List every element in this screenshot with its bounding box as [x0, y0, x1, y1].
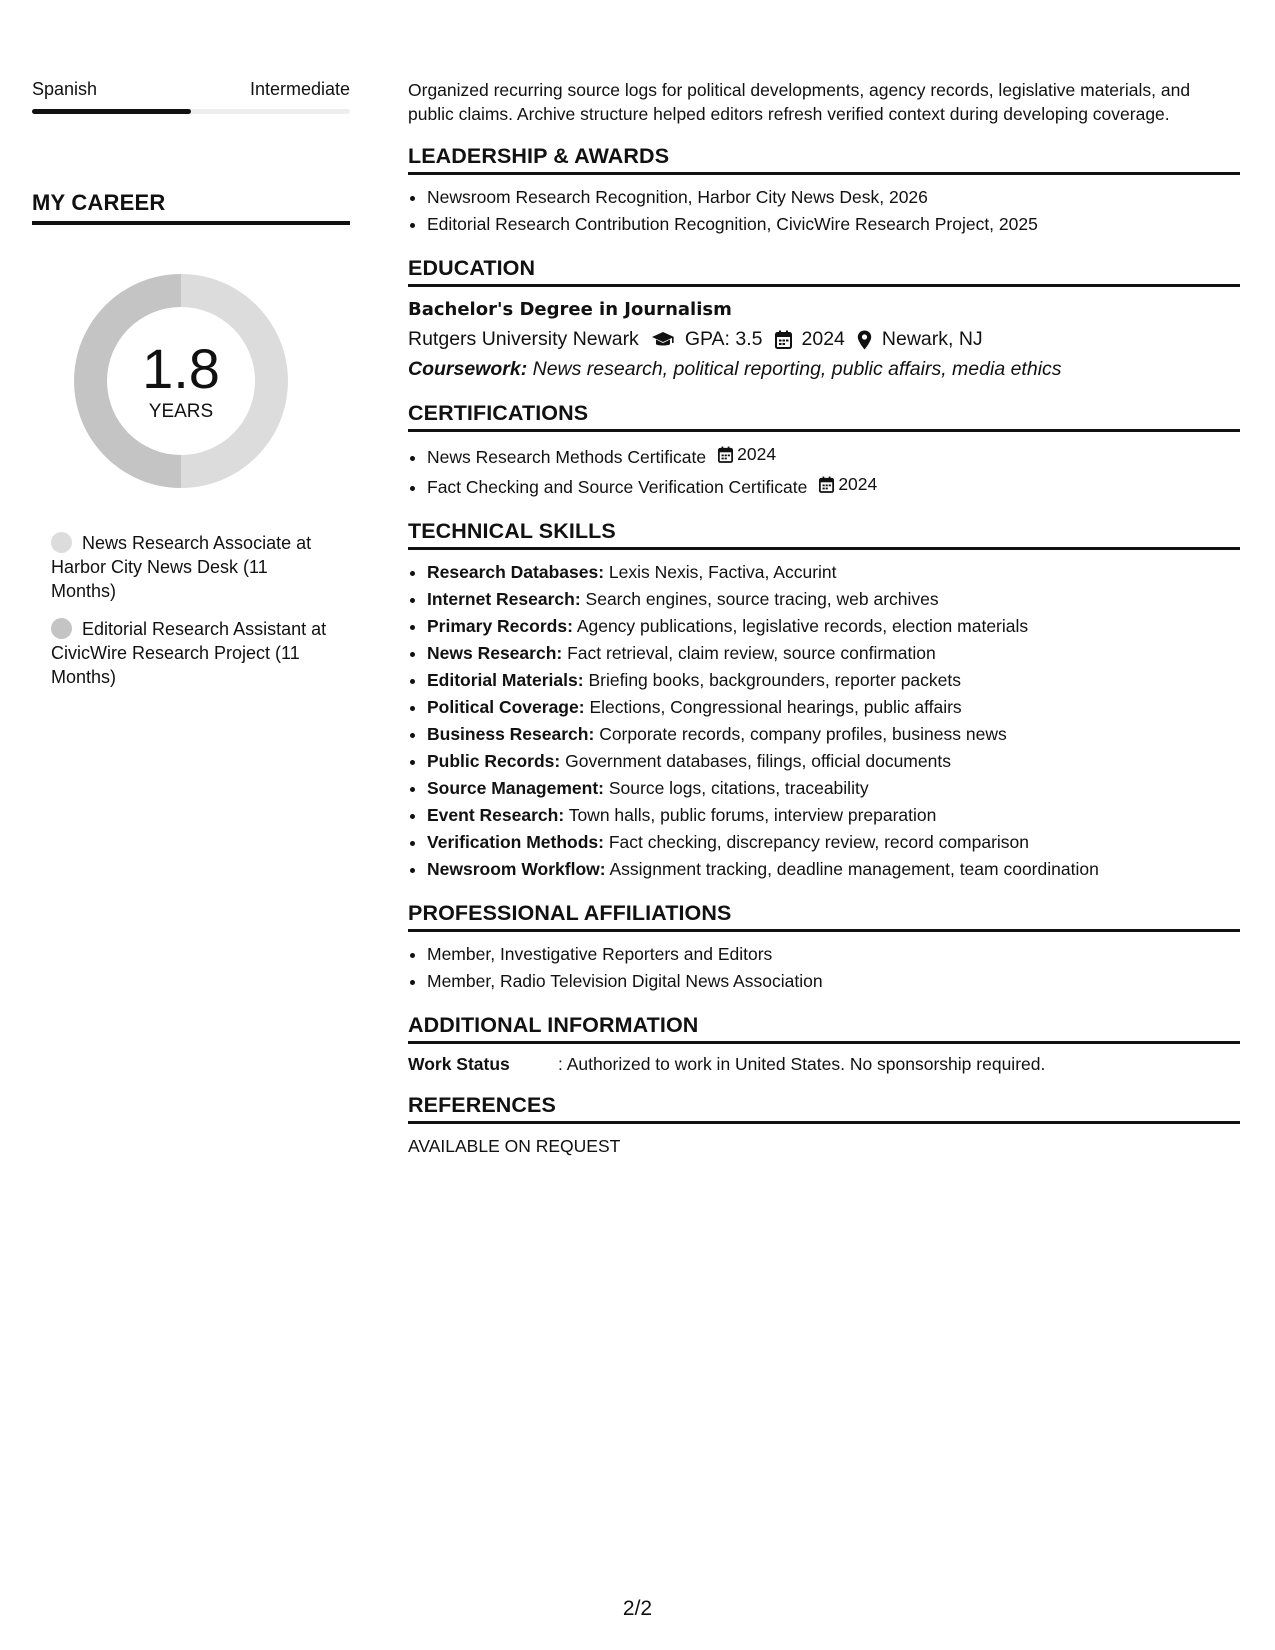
certification-name: News Research Methods Certificate — [427, 447, 707, 467]
language-proficiency-fill — [32, 109, 191, 114]
leadership-list — [427, 184, 1240, 238]
list-item: • Member, Investigative Reporters and Editors — [427, 941, 1240, 968]
skill-item — [427, 559, 1240, 586]
references-text: AVAILABLE ON REQUEST — [408, 1136, 621, 1156]
skill-value: Government databases, filings, official documents — [565, 751, 951, 771]
skill-label: Internet Research: — [427, 589, 581, 609]
leadership-heading: LEADERSHIP & AWARDS — [408, 144, 1240, 175]
school-name: Rutgers University Newark — [408, 328, 639, 350]
work-status-row — [408, 1054, 1240, 1075]
career-donut-chart — [67, 267, 295, 495]
coursework-text: News research, political reporting, public affairs, media ethics — [532, 358, 1062, 380]
education-heading: EDUCATION — [408, 256, 1240, 287]
skills-list — [427, 559, 1240, 883]
skill-item — [427, 586, 1240, 613]
certifications-heading: CERTIFICATIONS — [408, 401, 1240, 432]
career-item — [51, 617, 331, 689]
skill-label: Source Management: — [427, 778, 604, 798]
affiliations-list — [427, 941, 1240, 995]
career-total-value: 1.8 — [142, 337, 220, 400]
coursework-label: Coursework: — [408, 358, 528, 380]
skill-value: Elections, Congressional hearings, public affairs — [589, 697, 962, 717]
skill-item — [427, 721, 1240, 748]
skill-value: Source logs, citations, traceability — [608, 778, 869, 798]
skill-label: Verification Methods: — [427, 832, 604, 852]
skill-label: News Research: — [427, 643, 563, 663]
map-pin-icon — [857, 330, 872, 350]
career-heading: MY CAREER — [32, 190, 350, 225]
career-item-text: News Research Associate at Harbor City News Desk (11 Months) — [51, 533, 312, 601]
additional-info-heading: ADDITIONAL INFORMATION — [408, 1013, 1240, 1044]
skill-value: Agency publications, legislative records, election materials — [576, 616, 1029, 636]
graduation-cap-icon — [651, 331, 675, 349]
career-item-text: Editorial Research Assistant at CivicWire Research Project (11 Months) — [51, 619, 327, 687]
career-item — [51, 531, 331, 603]
career-total-unit: YEARS — [148, 401, 214, 422]
language-name: Spanish — [32, 79, 98, 99]
skill-item — [427, 694, 1240, 721]
skill-item — [427, 667, 1240, 694]
sidebar — [32, 78, 350, 703]
career-color-dot — [51, 532, 72, 553]
certifications-list — [427, 441, 1240, 501]
language-proficiency-bar — [32, 109, 350, 114]
skill-value: Assignment tracking, deadline management, team coordination — [609, 859, 1099, 879]
skill-label: Public Records: — [427, 751, 561, 771]
skills-heading: TECHNICAL SKILLS — [408, 519, 1240, 550]
school-location: Newark, NJ — [881, 328, 983, 350]
calendar-icon — [718, 446, 733, 463]
references-heading: REFERENCES — [408, 1093, 1240, 1124]
skill-item — [427, 613, 1240, 640]
list-item: • Newsroom Research Recognition, Harbor City News Desk, 2026 — [427, 184, 1240, 211]
skill-value: Fact retrieval, claim review, source confirmation — [567, 643, 936, 663]
list-item — [427, 471, 1240, 501]
gpa: GPA: 3.5 — [684, 328, 763, 350]
calendar-icon — [775, 330, 792, 349]
main-content — [408, 78, 1240, 1157]
skill-value: Corporate records, company profiles, business news — [599, 724, 1007, 744]
page-number: 2/2 — [622, 1597, 653, 1620]
skill-label: Primary Records: — [427, 616, 573, 636]
skill-label: Editorial Materials: — [427, 670, 584, 690]
list-item: • Editorial Research Contribution Recognition, CivicWire Research Project, 2025 — [427, 211, 1240, 238]
certification-year: 2024 — [737, 444, 777, 464]
degree-title: Bachelor's Degree in Journalism — [408, 299, 732, 320]
skill-value: Town halls, public forums, interview preparation — [568, 805, 937, 825]
skill-value: Fact checking, discrepancy review, record comparison — [608, 832, 1030, 852]
graduation-year: 2024 — [801, 328, 845, 350]
skill-label: Newsroom Workflow: — [427, 859, 606, 879]
language-item — [32, 78, 350, 114]
skill-label: Political Coverage: — [427, 697, 585, 717]
skill-item — [427, 829, 1240, 856]
language-level: Intermediate — [249, 79, 350, 99]
skill-value: Lexis Nexis, Factiva, Accurint — [608, 562, 837, 582]
list-item — [427, 441, 1240, 471]
skill-item — [427, 802, 1240, 829]
calendar-icon — [819, 476, 834, 493]
skill-item — [427, 640, 1240, 667]
skill-item — [427, 775, 1240, 802]
skill-item — [427, 856, 1240, 883]
skill-label: Event Research: — [427, 805, 565, 825]
list-item: • Member, Radio Television Digital News Association — [427, 968, 1240, 995]
career-list — [51, 531, 331, 689]
certification-year: 2024 — [838, 474, 878, 494]
affiliations-heading: PROFESSIONAL AFFILIATIONS — [408, 901, 1240, 932]
skill-label: Research Databases: — [427, 562, 605, 582]
skill-label: Business Research: — [427, 724, 595, 744]
skill-item — [427, 748, 1240, 775]
skill-value: Search engines, source tracing, web archives — [585, 589, 939, 609]
certification-name: Fact Checking and Source Verification Certificate — [427, 477, 808, 497]
experience-description: Organized recurring source logs for political developments, agency records, legislative materials, and public claims. Archive structure helped editors refresh verified context during developing coverage. — [408, 80, 1191, 124]
work-status-value: : Authorized to work in United States. No sponsorship required. — [558, 1054, 1046, 1074]
skill-value: Briefing books, backgrounders, reporter packets — [588, 670, 962, 690]
coursework — [408, 358, 1240, 381]
work-status-label: Work Status — [408, 1054, 510, 1074]
education-details — [408, 328, 1240, 351]
career-color-dot — [51, 618, 72, 639]
